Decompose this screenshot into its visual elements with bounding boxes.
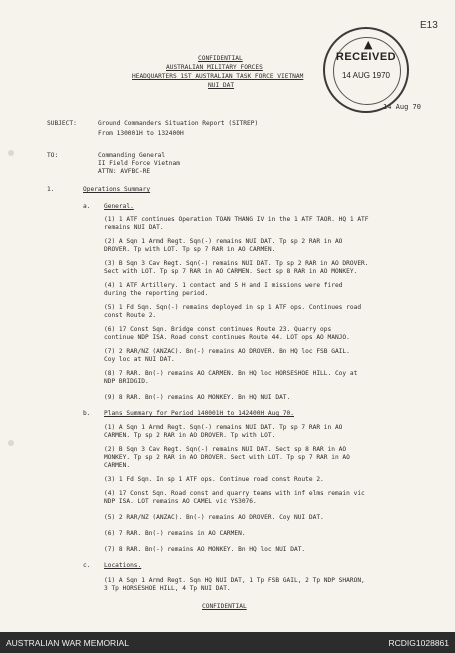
text-line: const Route 2.: [104, 312, 157, 319]
classification-bottom: CONFIDENTIAL: [202, 603, 247, 610]
text-line: Sect with LOT. Tp sp 7 RAR in AO CARMEN. Sect sp 8 RAR in AO MONKEY.: [104, 268, 358, 275]
to-line-3: ATTN: AVFBC-RE: [98, 168, 151, 175]
text-line: NDP BRIDGID.: [104, 378, 149, 385]
text-line: MONKEY. Tp sp 2 RAR in AO DROVER. Sect with LOT. Tp sp 7 RAR in AO: [104, 454, 350, 461]
document-date: 14 Aug 70: [383, 103, 421, 111]
subsection-title: General.: [104, 203, 134, 210]
text-line: (1) A Sqn 1 Armd Regt. Sqn(-) remains NUI DAT. Tp sp 7 RAR in AO: [104, 424, 343, 431]
text-line: (6) 17 Const Sqn. Bridge const continues Route 23. Quarry ops: [104, 326, 332, 333]
stamp-date: 14 AUG 1970: [341, 71, 391, 80]
text-line: CARMEN. Tp sp 2 RAR in AO DROVER. Tp with LOT.: [104, 432, 276, 439]
section-number: 1.: [47, 186, 55, 193]
archive-footer: [0, 632, 455, 653]
text-line: Coy loc at NUI DAT.: [104, 356, 175, 363]
text-line: during the reporting period.: [104, 290, 209, 297]
text-line: (9) 8 RAR. Bn(-) remains AO MONKEY. Bn HQ NUI DAT.: [104, 394, 291, 401]
text-line: (3) 1 Fd Sqn. In sp 1 ATF ops. Continue road const Route 2.: [104, 476, 324, 483]
to-line-1: Commanding General: [98, 152, 166, 159]
subsection-letter: a.: [83, 203, 91, 210]
text-line: remains NUI DAT.: [104, 224, 164, 231]
org-line-1: AUSTRALIAN MILITARY FORCES: [166, 64, 263, 71]
punch-hole: [8, 440, 14, 446]
subject-label: SUBJECT:: [47, 120, 77, 127]
text-line: DROVER. Tp with LOT. Tp sp 7 RAR in AO CARMEN.: [104, 246, 276, 253]
text-line: (2) B Sqn 3 Cav Regt. Sqn(-) remains NUI DAT. Sect sp 8 RAR in AO: [104, 446, 347, 453]
subject-line-2: From 130001H to 132400H: [98, 130, 184, 137]
subject-line-1: Ground Commanders Situation Report (SITREP): [98, 120, 259, 127]
footer-archive-name: AUSTRALIAN WAR MEMORIAL: [6, 638, 129, 648]
section-title: Operations Summary: [83, 186, 151, 193]
text-line: (5) 1 Fd Sqn. Sqn(-) remains deployed in sp 1 ATF ops. Continues road: [104, 304, 362, 311]
to-line-2: II Field Force Vietnam: [98, 160, 180, 167]
classification-top: CONFIDENTIAL: [198, 55, 243, 62]
subsection-letter: b.: [83, 410, 91, 417]
stamp-label: RECEIVED: [335, 51, 397, 63]
text-line: (8) 7 RAR. Bn(-) remains AO CARMEN. Bn HQ loc HORSESHOE HILL. Coy at: [104, 370, 358, 377]
text-line: (7) 8 RAR. Bn(-) remains AO MONKEY. Bn HQ loc NUI DAT.: [104, 546, 306, 553]
subsection-title: Locations.: [104, 562, 142, 569]
file-reference: E13: [420, 20, 438, 31]
org-line-2: HEADQUARTERS 1ST AUSTRALIAN TASK FORCE VIETNAM: [132, 73, 304, 80]
subsection-letter: c.: [83, 562, 91, 569]
up-arrow-icon: ▲: [364, 38, 373, 51]
text-line: (5) 2 RAR/NZ (ANZAC). Bn(-) remains AO DROVER. Coy NUI DAT.: [104, 514, 324, 521]
text-line: (3) B Sqn 3 Cav Regt. Sqn(-) remains NUI DAT. Tp sp 2 RAR in AO DROVER.: [104, 260, 369, 267]
text-line: continue NDP ISA. Road const continues Route 44. LOT ops AO MANJO.: [104, 334, 350, 341]
text-line: (2) A Sqn 1 Armd Regt. Sqn(-) remains NUI DAT. Tp sp 2 RAR in AO: [104, 238, 343, 245]
text-line: (4) 17 Const Sqn. Road const and quarry teams with inf elms remain vic: [104, 490, 365, 497]
text-line: (1) 1 ATF continues Operation TOAN THANG IV in the 1 ATF TAOR. HQ 1 ATF: [104, 216, 369, 223]
received-stamp: [323, 27, 409, 113]
footer-record-id: RCDIG1028861: [388, 638, 449, 648]
text-line: (6) 7 RAR. Bn(-) remains in AO CARMEN.: [104, 530, 246, 537]
subsection-title: Plans Summary for Period 140001H to 142400H Aug 70.: [104, 410, 294, 417]
punch-hole: [8, 150, 14, 156]
location-title: NUI DAT: [208, 82, 235, 89]
text-line: CARMEN.: [104, 462, 131, 469]
text-line: (7) 2 RAR/NZ (ANZAC). Bn(-) remains AO DROVER. Bn HQ loc FSB GAIL.: [104, 348, 350, 355]
text-line: 3 Tp HORSESHOE HILL, 4 Tp NUI DAT.: [104, 585, 231, 592]
text-line: NDP ISA. LOT remains AO CAMEL vic YS3076.: [104, 498, 257, 505]
text-line: (1) A Sqn 1 Armd Regt. Sqn HQ NUI DAT, 1 Tp FSB GAIL, 2 Tp NDP SHARON,: [104, 577, 365, 584]
to-label: TO:: [47, 152, 59, 159]
text-line: (4) 1 ATF Artillery. 1 contact and 5 H and I missions were fired: [104, 282, 343, 289]
